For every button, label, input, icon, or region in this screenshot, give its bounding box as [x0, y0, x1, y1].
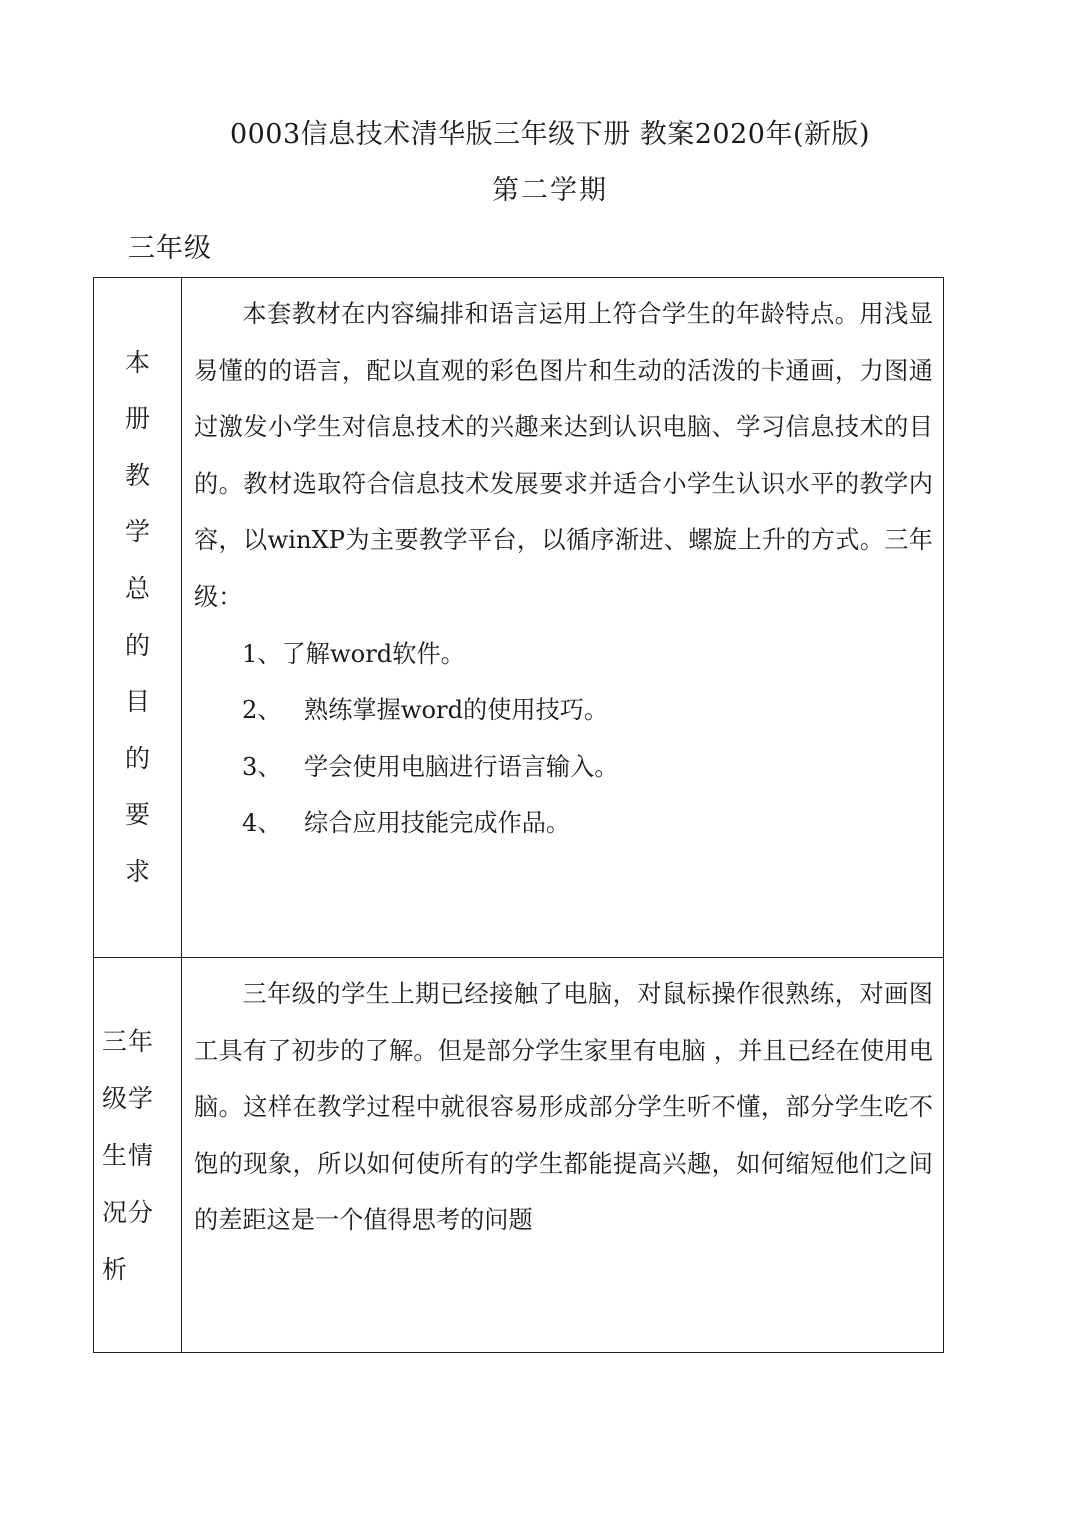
list-item: [194, 739, 933, 796]
row-content-cell: [182, 958, 944, 1353]
list-number: 4、: [242, 809, 282, 838]
list-text: 熟练掌握word的使用技巧。: [304, 696, 609, 725]
list-item: [194, 682, 933, 739]
table-row: [94, 278, 944, 958]
list-text: 了解word软件。: [281, 639, 465, 668]
label-char: 总: [124, 573, 150, 603]
label-char: 的: [124, 743, 150, 773]
row-label-cell: [94, 958, 182, 1353]
label-char: 教: [124, 460, 150, 490]
label-char: 目: [124, 687, 150, 717]
cell-content: [182, 958, 943, 1249]
label-char: 学: [124, 517, 150, 547]
label-char: 生情: [102, 1140, 155, 1170]
list-item: [194, 626, 933, 683]
label-char: 求: [124, 856, 150, 886]
list-number: 2、: [242, 696, 282, 725]
list-text: 学会使用电脑进行语言输入。: [304, 752, 619, 781]
table-row: [94, 958, 944, 1353]
paragraph: 三年级的学生上期已经接触了电脑，对鼠标操作很熟练，对画图工具有了初步的了解。但是部分学生家里有电脑 ，并且已经在使用电脑。这样在教学过程中就很容易形成部分学生听不懂，部分学生吃不饱的现象，所以如何使所有的学生都能提高兴趣，如何缩短他们之间的差距这是一个值得思考的问题: [194, 980, 933, 1235]
label-char: 册: [124, 404, 150, 434]
document-subtitle: 第二学期: [492, 175, 608, 206]
row-label-cell: [94, 278, 182, 958]
label-char: 况分: [102, 1197, 155, 1227]
label-char: 本: [124, 347, 150, 377]
label-char: 的: [124, 630, 150, 660]
list-item: [194, 795, 933, 852]
grade-label: 三年级: [128, 233, 212, 264]
row-content-cell: [182, 278, 944, 958]
vertical-label: [94, 278, 181, 957]
list-text: 综合应用技能完成作品。: [304, 809, 571, 838]
document-title: 0003信息技术清华版三年级下册 教案2020年(新版): [229, 119, 871, 150]
label-char: 三年: [102, 1026, 155, 1056]
lesson-plan-table: [93, 277, 944, 1353]
label-char: 要: [124, 800, 150, 830]
label-char: 级学: [102, 1083, 155, 1113]
label-char: 析: [102, 1254, 129, 1284]
vertical-label: [94, 958, 181, 1352]
cell-content: [182, 278, 943, 852]
list-number: 3、: [242, 752, 282, 781]
paragraph: 本套教材在内容编排和语言运用上符合学生的年龄特点。用浅显易懂的的语言，配以直观的彩色图片和生动的活泼的卡通画，力图通过激发小学生对信息技术的兴趣来达到认识电脑、学习信息技术的目的。教材选取符合信息技术发展要求并适合小学生认识水平的教学内容，以winXP为主要教学平台，以循序渐进、螺旋上升的方式。三年级：: [194, 300, 933, 611]
list-number: 1、: [242, 639, 282, 668]
